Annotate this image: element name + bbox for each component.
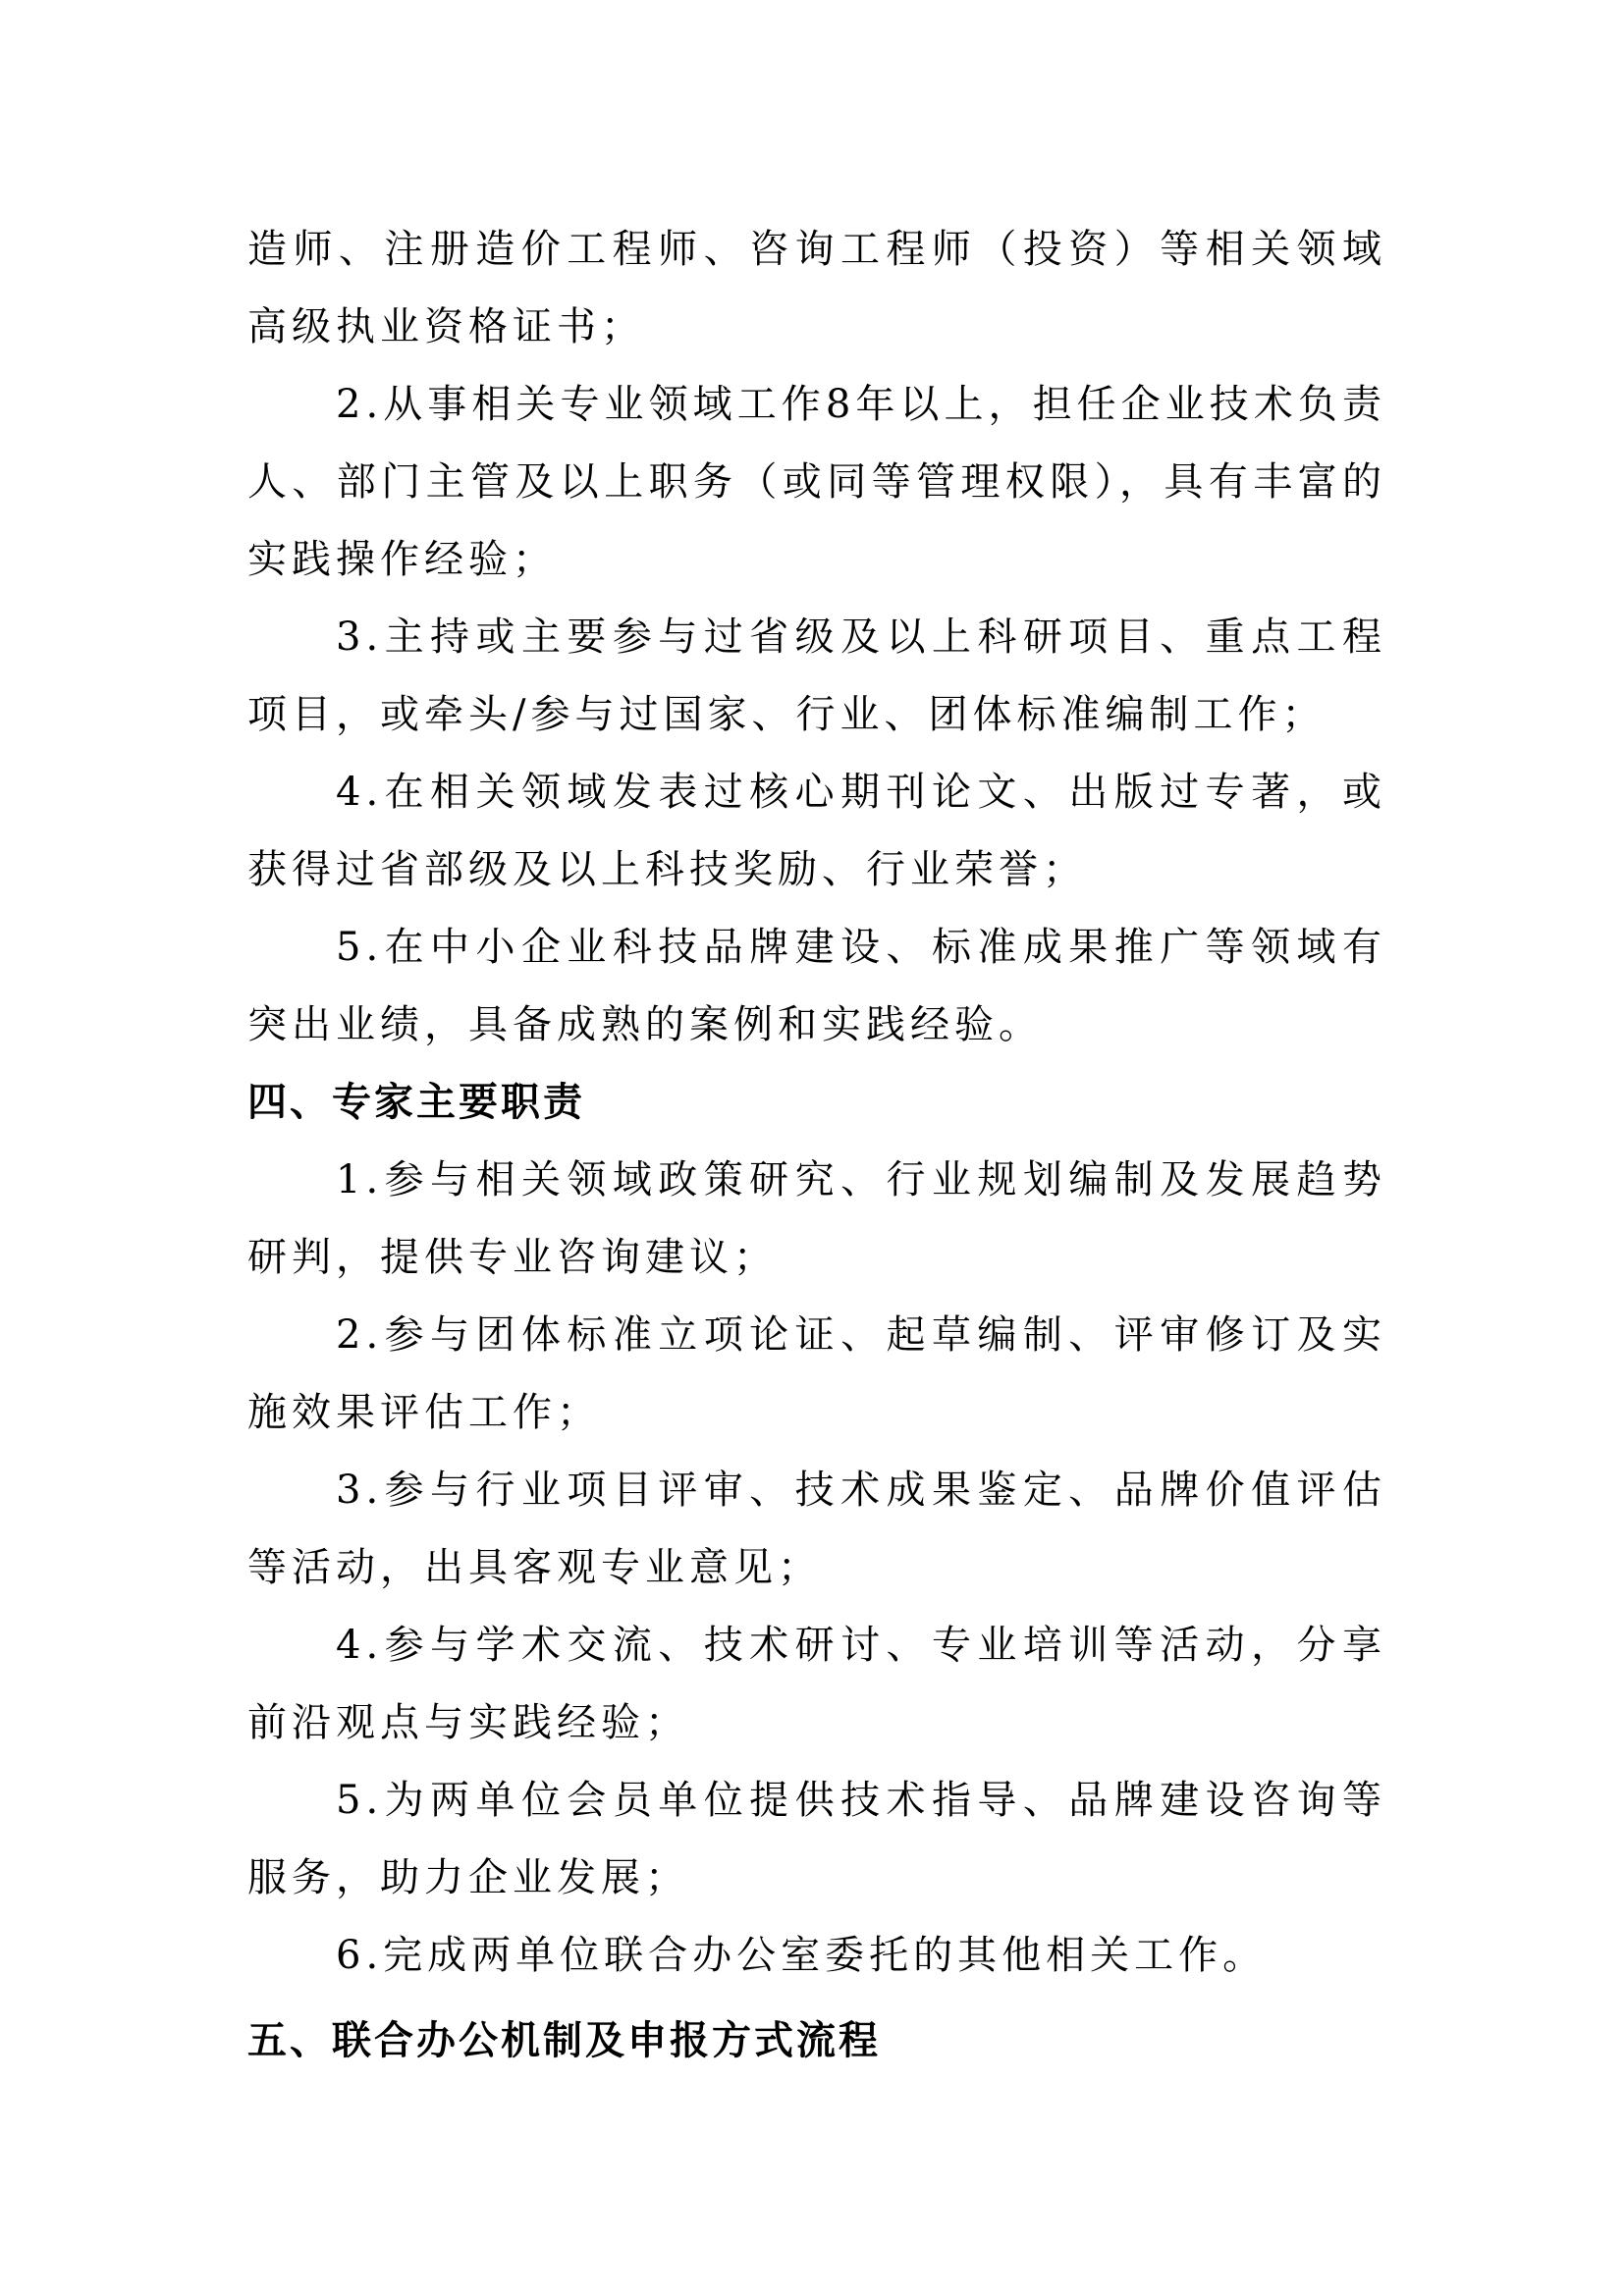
duty-item-2: 2.参与团体标准立项论证、起草编制、评审修订及实施效果评估工作； bbox=[247, 1312, 1386, 1435]
section-heading-mechanism: 五、联合办公机制及申报方式流程 bbox=[247, 2018, 881, 2063]
requirement-item-4: 4.在相关领域发表过核心期刊论文、出版过专著，或获得过省部级及以上科技奖励、行业荣誉； bbox=[247, 770, 1386, 892]
duty-item-4: 4.参与学术交流、技术研讨、专业培训等活动，分享前沿观点与实践经验； bbox=[247, 1623, 1386, 1745]
document-body bbox=[247, 211, 1386, 2080]
requirement-item-2: 2.从事相关专业领域工作8年以上，担任企业技术负责人、部门主管及以上职务（或同等管理权限），具有丰富的实践操作经验； bbox=[247, 382, 1386, 582]
continuation-paragraph: 造师、注册造价工程师、咨询工程师（投资）等相关领域高级执业资格证书； bbox=[247, 227, 1386, 349]
requirement-item-3: 3.主持或主要参与过省级及以上科研项目、重点工程项目，或牵头/参与过国家、行业、团体标准编制工作； bbox=[247, 614, 1386, 737]
duty-item-6: 6.完成两单位联合办公室委托的其他相关工作。 bbox=[336, 1933, 1268, 1978]
requirement-item-5: 5.在中小企业科技品牌建设、标准成果推广等领域有突出业绩，具备成熟的案例和实践经验。 bbox=[247, 925, 1386, 1047]
duty-item-1: 1.参与相关领域政策研究、行业规划编制及发展趋势研判，提供专业咨询建议； bbox=[247, 1157, 1386, 1280]
duty-item-5: 5.为两单位会员单位提供技术指导、品牌建设咨询等服务，助力企业发展； bbox=[247, 1778, 1386, 1900]
section-heading-duties: 四、专家主要职责 bbox=[247, 1080, 585, 1125]
duty-item-3: 3.参与行业项目评审、技术成果鉴定、品牌价值评估等活动，出具客观专业意见； bbox=[247, 1468, 1386, 1590]
